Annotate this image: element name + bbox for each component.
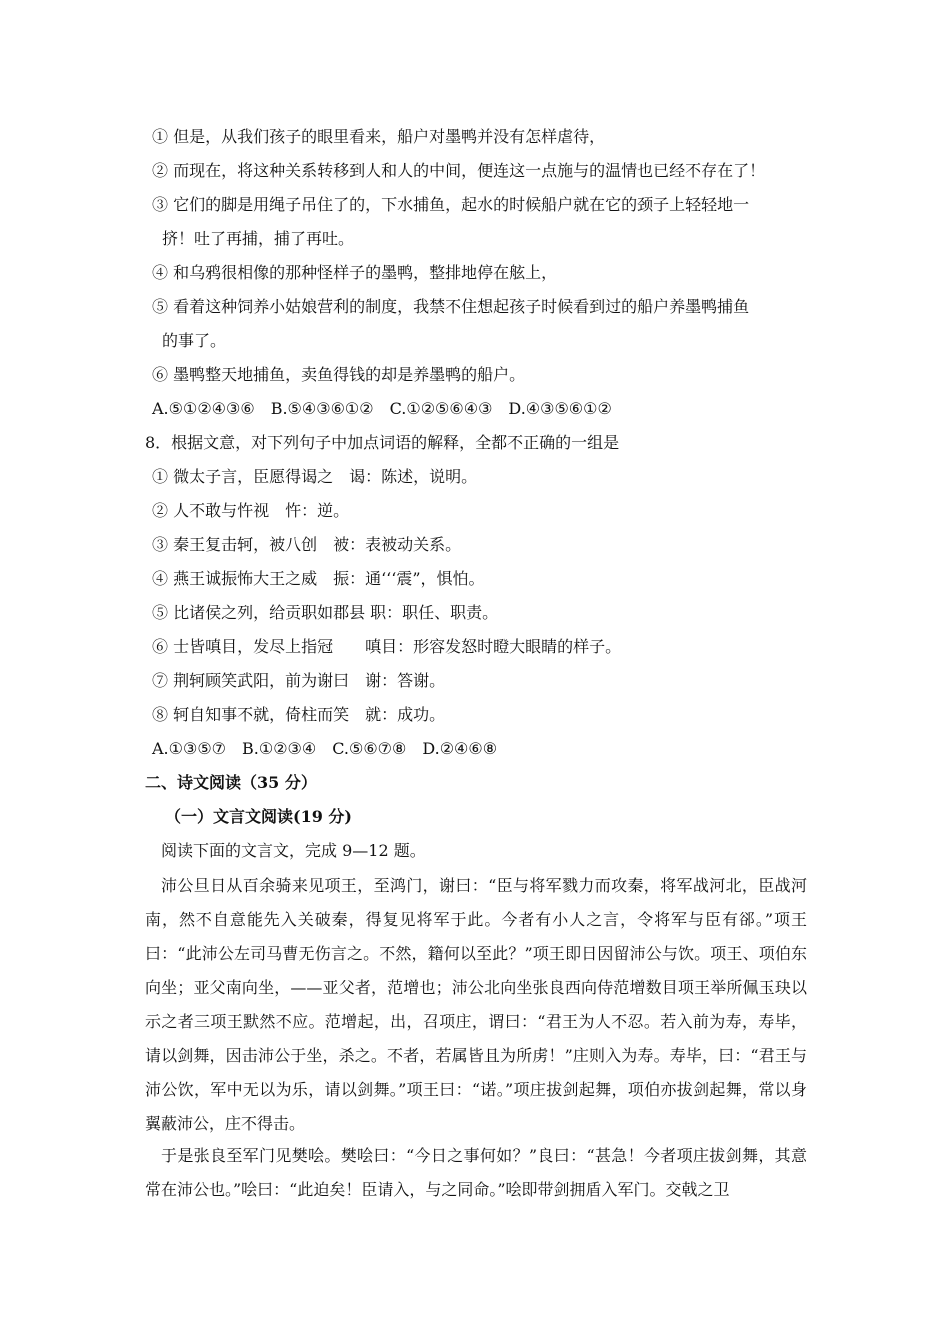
q8-item-1: ① 微太子言，臣愿得谒之 谒：陈述，说明。 [152, 467, 478, 486]
q8-item-2: ② 人不敢与忤视 忤：逆。 [152, 501, 350, 520]
q8-item-6: ⑥ 士皆嗔目，发尽上指冠 嗔目：形容发怒时瞪大眼睛的样子。 [152, 637, 622, 656]
q8-stem: 8．根据文意，对下列句子中加点词语的解释，全都不正确的一组是 [145, 433, 620, 452]
q7-choices: A.⑤①②④③⑥ B.⑤④③⑥①② C.①②⑤⑥④③ D.④③⑤⑥①② [152, 399, 612, 418]
q7-item-2: ② 而现在，将这种关系转移到人和人的中间，便连这一点施与的温情也已经不存在了！ [152, 161, 766, 180]
q7-item-1: ① 但是，从我们孩子的眼里看来，船户对墨鸭并没有怎样虐待， [152, 127, 606, 146]
q8-choices: A.①③⑤⑦ B.①②③④ C.⑤⑥⑦⑧ D.②④⑥⑧ [152, 739, 498, 758]
q7-item-3-cont: 挤！吐了再捕，捕了再吐。 [162, 229, 355, 248]
q8-item-4: ④ 燕王诚振怖大王之威 振：通‘‘‘震”，惧怕。 [152, 569, 485, 588]
q8-item-8: ⑧ 轲自知事不就，倚柱而笑 就：成功。 [152, 705, 446, 724]
q7-item-3: ③ 它们的脚是用绳子吊住了的，下水捕鱼，起水的时候船户就在它的颈子上轻轻地一 [152, 195, 750, 214]
section-title: 二、诗文阅读（35 分） [145, 773, 317, 792]
reading-instruction: 阅读下面的文言文，完成 9—12 题。 [161, 841, 426, 860]
subsection-title: （一）文言文阅读(19 分) [165, 807, 352, 826]
passage-paragraph-1: 沛公旦日从百余骑来见项王，至鸿门，谢曰：“臣与将军戮力而攻秦，将军战河北，臣战河南，然不自意能先入关破秦，得复见将军于此。今者有小人之言，令将军与臣有郤。”项王曰：“此沛公左司马曹无伤言之。不然，籍何以至此？”项王即日因留沛公与饮。项王、项伯东向坐；亚父南向坐，——亚父者，范增也；沛公北向坐张良西向侍范增数目项王举所佩玉玦以示之者三项王默然不应。范增起，出，召项庄，谓曰：“君王为人不忍。若入前为寿，寿毕，请以剑舞，因击沛公于坐，杀之。不者，若属皆且为所虏！”庄则入为寿。寿毕，曰：“君王与沛公饮，军中无以为乐，请以剑舞。”项王曰：“诺。”项庄拔剑起舞，项伯亦拔剑起舞，常以身翼蔽沛公，庄不得击。 [145, 876, 807, 1133]
q7-item-5: ⑤ 看着这种饲养小姑娘营利的制度，我禁不住想起孩子时候看到过的船户养墨鸭捕鱼 [152, 297, 750, 316]
q7-item-6: ⑥ 墨鸭整天地捕鱼，卖鱼得钱的却是养墨鸭的船户。 [152, 365, 526, 384]
q7-item-4: ④ 和乌鸦很相像的那种怪样子的墨鸭，整排地停在舷上， [152, 263, 558, 282]
q7-item-5-cont: 的事了。 [162, 331, 227, 350]
q8-item-5: ⑤ 比诸侯之列，给贡职如郡县 职：职任、职责。 [152, 603, 499, 622]
passage-paragraph-2: 于是张良至军门见樊哙。樊哙曰：“今日之事何如？”良曰：“甚急！今者项庄拔剑舞，其意常在沛公也。”哙曰：“此迫矣！臣请入，与之同命。”哙即带剑拥盾入军门。交戟之卫 [145, 1146, 807, 1199]
q8-item-3: ③ 秦王复击轲，被八创 被：表被动关系。 [152, 535, 462, 554]
q8-item-7: ⑦ 荆轲顾笑武阳，前为谢曰 谢：答谢。 [152, 671, 446, 690]
